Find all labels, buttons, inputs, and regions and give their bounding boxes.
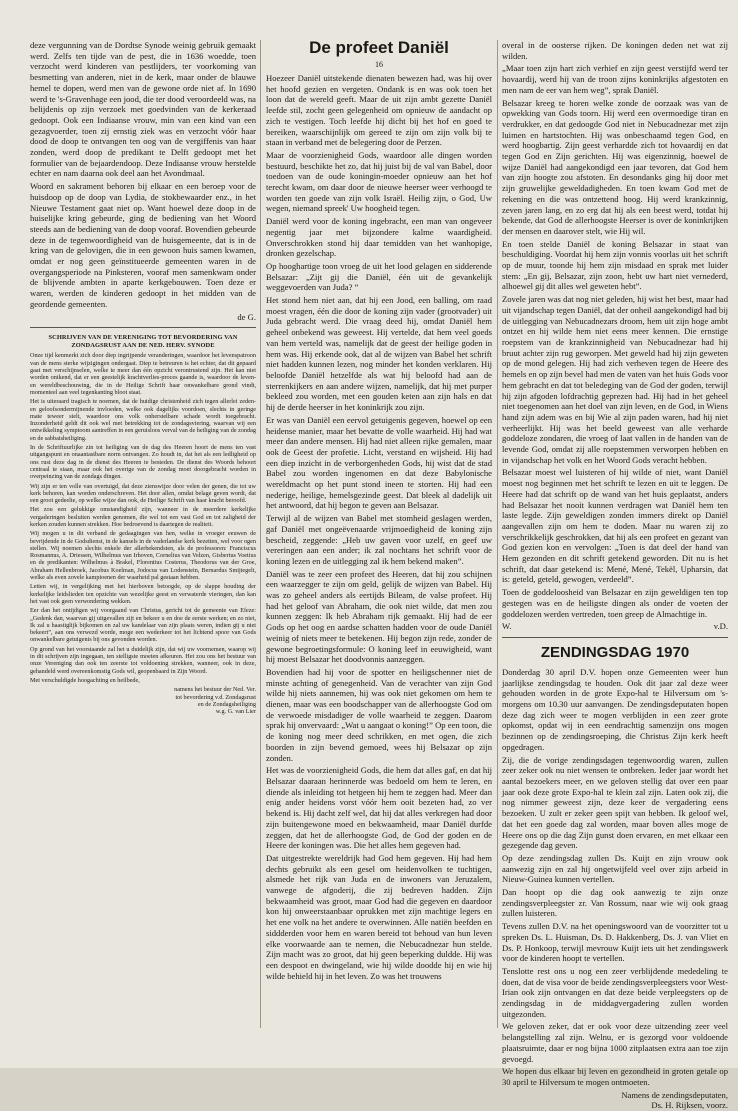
daniel-paragraph: Belsazar moest wel luisteren of hij wilde of niet, want Daniël moest nog beginnen met het schrift te lezen en uit te leggen. De Heere had dat schrift op de wand van het huis geplaatst, anders had Belsazar het nooit kunnen verdragen wat Daniël hem ten laste legde. Zijn geweldigen zonden immers direkt op Daniël aangevallen zijn om hem te doden. Maar nu waren zij zo verschrikkelijk geschrokken, dat hij als een profeet en gezant van God gezien kon en vervolgen: „Toen is dat deel der hand van Hem gezonden en dit schrift getekend geworden. Dit nu is het schrift, dat daar getekend is: Mené, Mené, Tekël, Upharsin, dat is: geteld, geteld, gewogen, verdeeld”.: [502, 467, 728, 585]
letter-paragraph: Het is uiteraard tragisch te noemen, dat de huidige christenheid zich tegen allerlei zeden- en geloofsondermijnende invloeden, welke ook dagelijks voordoen, slechts in geringe mate teweer stelt, waardoor ons volk onherstelbare schade wordt toegebracht. Inzonderheid geldt dit ook wel met betrekking tot de zondagsviering, waarvan wij een ontwikkeling symptoom aantreffen in een geruisloos verval van de heiliging van de zondag en de sabbatsheiliging.: [30, 398, 257, 442]
daniel-paragraph: En toen stelde Daniël de koning Belsazar in staat van beschuldiging. Voordat hij hem zijn vonnis voorlas uit het schrift op de muur, toonde hij hem zijn misdaad en sprak met luider stem: „En gij, Belsazar, zijn zoon, hebt uw hart niet vernederd, alhoewel gij dit alles wel geweten hebt”.: [502, 238, 728, 292]
zendingsdag-headline: ZENDINGSDAG 1970: [540, 643, 690, 661]
signature-line: en de Zondagsheiliging: [197, 700, 256, 708]
zendingsdag-paragraph: We geloven zeker, dat er ook voor deze uitzending zeer veel belangstelling zal zijn. Welnu, er is gezorgd voor voldoende plaatsruimte, daar er nog bijna 1000 zitplaatsen extra aan toe zijn gevoegd.: [502, 1021, 728, 1064]
daniel-paragraph: Toen de goddeloosheid van Belsazar en zijn geweldigen ten top gestegen was en de heiligste dingen als onder de voeten der goddelozen werden vertreden, toen greep de Almachtige in.: [502, 587, 728, 619]
daniel-paragraph: Op hooghartige toon vroeg de uit het lood gelagen en sidderende Belsazar: „Zijt gij die Daniël, één uit de gevankelijk weggevoerden van Juda? ”: [266, 260, 492, 293]
column-rule: [260, 40, 261, 1028]
signature-line: w.g. G. van Lier: [215, 708, 256, 716]
closing-line: Ds. H. Rijksen, voorz.: [651, 1100, 728, 1111]
daniel-paragraph: Terwijl al de wijzen van Babel met stomheid geslagen werden, gaf Daniël met ongeëvenaarde vrijmoedigheid de koning zijn bescheid, zeggende: „Heb uw gaven voor uzelf, en geef uw vereringen aan een ander; ik zal nochtans het schrift voor de koning lezen en de uitlegging zal ik hem bekend maken”.: [266, 513, 492, 566]
signature-line: tot bevordering v.d. Zondagsrust: [175, 693, 256, 701]
letter-paragraph: Onze tijd kenmerkt zich door diep ingrijpende veranderingen, waardoor het levenspatroon van de mens sterke wijzigingen ondergaat. Diep te betreuren is het echter, dat dit gepaard gaat met verschijnselen, welke te meer dan één opzicht verontrustend zijn. Het kan niet worden ontkend, dat er een geestelijk krachtverlies-proces gaande is, waardoor de leven- en wereldbeschouwing, die in de Heilige Schrift haar onwankelbare grond vindt, momenteel aan veel tegenkanting bloot staat.: [30, 352, 256, 396]
daniel-paragraph: Dat uitgestrekte wereldrijk had God hem gegeven. Hij had hem dechts gebruikt als een gesel om heidenvolken te tuchtigen, alsmede het rijk van Juda en de inwoners van Jeruzalem, vanwege de afgoderij, die zij bedreven hadden. Zijn bekwaamheid was groot, maar God had die gegeven en daardoor kon hij onweerstaanbaar oprukken met zijn machtige legers en het ene volk na het andere te overwinnen. Alle natiën beefden en siddderden voor hem en waren bereid tot behoud van hun leven elke voorwaarde aan te nemen, die Nebucadnezar hun stelde. Zijn macht was zo groot, dat hij geen beperking duldde. Hij was een despoot en dwingeland, wie hij wilde doodde hij en wie hij wilde behield hij in het leven. Zo was het trouwens: [266, 852, 492, 981]
column-middle: [266, 40, 492, 1028]
daniel-paragraph: Het stond hem niet aan, dat hij een Jood, een balling, om raad moest vragen, één die door de koning zijn vader (grootvader) uit Juda gebracht werd. Die vraag deed hij, omdat Daniël hem geheel onbekend was geweest. Hij vertelde, dat hem veel goeds van hem verteld was, namelijk dat de geest der heilige goden in hem was. Hij erkende ook, dat al de wijzen van Babel het schrift niet hadden kunnen lezen, nog minder het konden verklaren. Hij beloofde Daniël hetzelfde als wat hij beloofd had aan de sterrenkijkers en aan andere wijzen, namelijk, dat hij met purper bekleed zou worden, met een gouden keten aan zijn hals en dat hij de derde heerser in het koninkrijk zou zijn.: [266, 295, 492, 413]
letter-paragraph: In de Schriftuurlijke zin tot heiliging van de dag des Heeren hoort de mens ten vast uitgangspunt en onaantastbare norm ontvangen. Zo houdt in, dat het als een ledligheid op ons rust deze dag in de dienst des Heeren te besteden. De dienst des Woords behoort centraal te staan, maar ook het overige van de zondag moet doorgebracht worden in overpeinzing van de zondags dingen.: [30, 444, 256, 481]
zendingsdag-paragraph: Dan hoopt op die dag ook aanwezig te zijn onze zendingsverpleegster zr. Van Rossum, naar wie wij ook graag zullen luisteren.: [502, 887, 728, 919]
zendingsdag-paragraph: Op deze zendingsdag zullen Ds. Kuijt en zijn vrouw ook aanwezig zijn en zal hij ongetwijfeld veel over zijn arbeid in Nieuw-Guinea kunnen vertellen.: [502, 852, 728, 885]
doop-article-signature: de G.: [237, 311, 256, 322]
letter-paragraph: Eer dan het ontijdigen wij voorgaand van Christus, gericht tot de gemeente van Efeze: „Gedenk dan, waarvan gij uitgevallen zijt en bekeer u en doe de eerste werken; en zo niet, Ik zal u haastiglijk bijkomen en zal uw kandelaar van zijn plaats weren, indien gij u niet bekeert”, aan ons verwezd worde, moge een wederkeer tot het lichtend spoor van Gods onwankelbare getuigenis bij ons gevonden worden.: [30, 607, 256, 644]
doop-article-text: Woord en sakrament behoren bij elkaar en een beroep voor de huisdoop op de doop van Lydia, de stokbewaarder enz., in het Nieuwe Testament gaat niet op. Want hoewel deze doop in de huiselijke kring gebeurde, ging de bediening van het Woord steeds aan de bediening van de doop vooraf. Bovendien gebeurde deze in de tegenwoordigheid van de huisgemeente, dat is in de kring van de gelovigen, die in een gewoon huis samen kwamen, omdat er nog geen geïnstitueerde gemeenten waren in de overgangsperiode na Pinksteren, vooraf men samenkwam onder de blijvende ambten in aparte kerkgebouwen. Toen deze er waren, werden de kinderen gedoopt in het midden van de geordende gemeenten.: [30, 181, 256, 309]
zendingsdag-paragraph: Tevens zullen D.V. na het openingswoord van de voorzitter tot u spreken Ds. L. Huisman, Ds. D. Hakkenberg, Ds. J. van Vliet en Ds. P. Honkoop, terwijl mevrouw Kuijt iets uit het zendingswerk voor de kinderen hoopt te vertellen.: [502, 921, 728, 964]
daniel-signature: [502, 621, 728, 632]
letter-paragraph: Wij zijn er ten volle van overtuigd, dat deze zienswijze door velen der genen, die tot uw kerk behoren, kan worden onderschreven. Het door allen, omdat belage geven wordt, dat een groot gedeelte, op welke wijze dan ook, de Heilige Schrift van haar kracht beroofd.: [30, 482, 256, 505]
letter-paragraph: Wij mogen u in dit verband de gedaagingen van hen, welke in vroeger eeuwen de bevrijdende in de Godsdienst, in de kansels in de vaderlandse kerk bezetten, wel voor ogen stellen. Wij noemen slechts enkele der allerbekendsten, als de professoren: Franciscus Rosmannus, A. Driessen, Wilhelmus van Irhoven, Cornelius van Velzen, Gisbertus Voetius en de predikanten: Wilhelmus à Brakel, Florentius Costerus, Theodorus van der Groe, Abraham Hellenbroek, Jacobus Koelman, Jodocus van Lodenstein, Bernardus Smijtegelt, welke als even zovele kampioenen der waarheid pal gestaan hebben.: [30, 530, 256, 582]
closing-line: Namens de zendingsdeputaten,: [621, 1089, 728, 1100]
doop-article-text: deze vergunning van de Dordtse Synode weinig gebruik gemaakt werd. Zelfs ten tijde van de pest, die in 1636 woedde, toen verzocht werd kinderen van pestlijders, ter voorkoming van besmetting van anderen, niet in de kerk, maar onder de blauwe hemel te dopen, werd men van de gewone orde niet af. In 1690 werd te 's-Gravenhage een jood, die ter dood veroordeeld was, na belijdenis op zijn verzoek met goedvinden van de kerkeraad gedoopt. Ook een Indiaanse vrouw, min van een kind van een gezagvoerder, toen zij ernstig ziek was en verzocht vóór haar dood de doop te ontvangen ten oog van de vergiffenis van haar zonden, werd doop de predikant te Delft gedoopt met het formulier van de bejaardendoop. Deze Indiaanse vrouw herstelde echter en nam daarna ook deel aan het Avondmaal.: [30, 40, 256, 179]
daniel-paragraph: Zovele jaren was dat nog niet geleden, hij wist het best, maar had uit vijandschap tegen Daniël, dat der onheil aangekondigd had bij de uitlegging van Nebucadnezars droom, hem uit zijn hoge ambt ontzet en hij wilde hem niet eens meer kennen. Die ernstige roepstem van de krankzinnigheid van Nebucadnezar had hij bruut achter zijn rug geworpen. Met geweld had hij zijn geweten op de mond gelegen. Hij had zich verheven tegen de Heere des hemels en op zijn bevel had men de vaten van het huis Gods voor hem gebracht en dat tot beledeging van de God der goden, terwijl hij zijn afgoden lofdrachtig geprezen had. Hij had in het geheel niet toegenomen aan het doel van zijn leven, en de God, in Wiens hand zijn adem was en bij Wie al zijn paden waren, had hij niet verheerlijkt. Hij was het beeld geweest van alle verharde goddeloze zondaren, die vroeg of laat vallen in de handen van de levende God, omdat zij alle roepstemmen verworpen hebben en in vijandschap het volk en het Woord Gods veracht hebben.: [502, 294, 728, 465]
daniel-paragraph: Bovendien had hij voor de spotter en heiligschenner niet de minste achting of genegenheid. Van de verachter van zijn God wilde hij niets aannemen, hij was ook niet gekomen om hem te dienen, maar was een boodschapper van de allerhoogste God om de verwoede misdadiger de volle waarheid te zeggen. Daarom sprak hij onvervaard: „Wat u aangaat o koning!” Op een toon, die de koning nog meer deed schrikken, en met ogen, die zich boorden in zijn bevend gemoed, wees hij Belsazar op zijn zonden.: [266, 666, 492, 763]
zendingsdag-closing: [502, 1090, 728, 1111]
daniel-paragraph: „Maar toen zijn hart zich verhief en zijn geest verstijfd werd ter hovaardij, werd hij van de troon zijns koninkrijks afgestoten en men nam de eer van hem weg”, sprak Daniël.: [502, 63, 728, 95]
daniel-paragraph: Maar de voorzienigheid Gods, waardoor alle dingen worden bestuurd, beschikte het zo, dat hij juist bij de val van Babel, door toedoen van de oude koningin-moeder opnieuw aan het hof terecht kwam, om daar door de nieuwe heerser weer verhoogd te worden ten goede van zijn volk Israël. Heilig zijn, o God, Uw wegen, niemand spreek' Uw hoogheid tegen.: [266, 149, 492, 214]
zendingsdag-paragraph: Donderdag 30 april D.V. hopen onze Gemeenten weer hun jaarlijkse zendingsdag te houden. Ook dit jaar zal deze weer gehouden worden in de grote Expo-hal te Hilversum om 's-morgens om 10.30 uur aanvangen. De zendingsdeputaten hopen deze dag zich weer te mogen verblijden in een zeer grote opkomst, opdat wij in een eendrachtig samenzijn ons mogen bezinnen op de zendingsroeping, die Christus Zijn kerk heeft opgedragen.: [502, 666, 728, 752]
column-rule: [497, 40, 498, 1028]
signature-line: namens het bestuur der Ned. Ver.: [174, 686, 256, 694]
daniel-headline: De profeet Daniël: [309, 38, 449, 57]
column-left: [30, 40, 256, 1028]
signature-initials: v.D.: [713, 621, 728, 632]
zendingsdag-paragraph: Tenslotte rest ons u nog een zeer verblijdende mededeling te doen, dat de visa voor de beide zendingsverpleegsters voor West-Irian ook zijn ontvangen en dat deze beide verpleegsters op de zendingsdag in de middagvergadering zullen worden uitgezonden.: [502, 965, 728, 1019]
daniel-paragraph: Er was van Daniël een eervol getuigenis gegeven, hoewel op een heidense manier, maar het bevatte de volle waarheid. Hij had wat meer dan andere mensen. Hij had niet alleen rijke gemalen, maar ook de Geest der profetie. Licht, verstand en wijsheid. Hij had een diep inzicht in de verborgenheden Gods, hij wist dat de stad Babel zou worden ingenomen en dat deze Babylonische wereldmacht op het punt stond ineen te storten. Hij had een nederige, heilige, hemelsgezinde geest. Dat bleek al dadelijk uit het antwoord, dat hij begon te geven aan Belsazar.: [266, 414, 492, 511]
daniel-paragraph: Het was de voorzienigheid Gods, die hem dat alles gaf, en dat hij Belsazar daaraan herinnerde was bedoeld om hem te leren, en diende als inleiding tot hetgeen hij hem te zeggen had. Meer dan enig ander heidens vorst vóór hem ooit bezeten had, zo ver bekend is. Hij dacht zelf wel, dat hij dat alles verkregen had door zijn buitengewone moed en bekwaamheid, maar Daniël durfde zeggen, dat het de allerhoogste God, de God der goden en de Heere der koningen was. Die het alles hem gegeven had.: [266, 765, 492, 851]
daniel-part-number: 16: [375, 60, 383, 69]
letter-paragraph: Op grond van het voorstaande zal het u duidelijk zijn, dat wij uw voornemen, waarop wij in dit schrijven zijn ingegaan, ten stelligste moeten afkeuren. Het zou ons het bestuur van onze Vereniging dan ook ten zeerste tot voldoening strekken, wanneer, ook in deze, gehandeld werd overeenkomstig Gods wil, geopenbaard in Zijn Woord.: [30, 645, 256, 675]
article-divider: [30, 327, 256, 328]
zendingsdag-paragraph: We hopen dus elkaar bij leven en gezondheid in groten getale op 30 april te Hilversum te mogen ontmoeten.: [502, 1066, 728, 1087]
column-right: [502, 40, 728, 1111]
daniel-paragraph: Daniël werd voor de koning ingebracht, een man van ongeveer negentig jaar met bijzondere kalme waardigheid. Onverschrokken stond hij daar temidden van het wanhopige, dronken gezelschap.: [266, 216, 492, 259]
daniel-paragraph: Daniël was te zeer een profeet des Heeren, dat hij zou schijnen een waarzegger te zijn om geld, gelijk de wijzen van Babel. Hij was zo geheel anders als eertijds Bileam, de valse profeet. Hij had het geloof van Abraham, die ook niet wilde, dat men zou kunnen zeggen: Ik heb Abraham rijk gemaakt. Hij had de eer Gods op het oog en aardse schatten hadden voor de oude Daniël weinig of niets meer te betekenen. Hij begon zijn rede, zonder de gewone begroetingsformule: O koning leef in eeuwigheid, want hij moest Belsazar het doodvonnis aanzeggen.: [266, 568, 492, 665]
daniel-paragraph: overal in de oosterse rijken. De koningen deden net wat zij wilden.: [502, 40, 728, 61]
article-divider: [502, 637, 728, 638]
letter-paragraph: Het zou een gelukkige omstandigheid zijn, wanneer in de meerdere kerkelijke vergaderingen besluiten werden genomen, die wel tot een vast God en tot zaligheid der kerken zouden kunnen strekken. Hoe bedroevend is daartegen de realiteit.: [30, 506, 256, 528]
signature-initial: W.: [502, 621, 512, 632]
daniel-paragraph: Hoezeer Daniël uitstekende dienaten bewezen had, was hij over het hoofd gezien en vergeten. Ondank is en was ook toen het loon dat de wereld geeft. Maar de uit zijn ambt gezette Daniël leefde stil, zocht geen gelegenheid om opnieuw de aandacht op zich te vestigen. Toch leefde hij dicht bij het hof en goed te bereiken, waarschijnlijk om gereed te zijn om zijn volk bij te staan in verband met de belegering door de Perzen.: [266, 73, 492, 148]
zondagsrust-letter-title: SCHRIJVEN VAN DE VERENIGING TOT BEVORDERING VAN ZONDAGSRUST AAN DE NED. HERV. SYNODE: [48, 334, 238, 349]
letter-paragraph: Met verschuldigde hoogachting en heilbede,: [30, 676, 140, 684]
letter-signature: [30, 686, 256, 715]
letter-paragraph: Letten wij, in vergelijking met het hierboven betoogde, op de slappe houding der kerkelijke leidslieden ten opzichte van wezelijke geest en verwaterde vieringen, dan kan het vast ook geen verwondering wekken.: [30, 583, 256, 605]
zendingsdag-paragraph: Zij, die de vorige zendingsdagen tegenwoordig waren, zullen zeer zeker ook nu niet wensen te ontbreken. Ieder jaar wordt het aantal bezoekers meer, en we geloven stellig dat over een paar jaar ook deze grote Expo-hal te klein zal zijn. Laten ook zij, die nog nimmer geweest zijn, deze keer de vergadering eens bezoeken. U zult er zeker geen spijt van hebben. Ik geloof wel, dat het een goede dag zal worden, maar boven alles moge de Heere ons op die dag Zijn gunst doen ervaren, en met elkaar een gezegende dag geven.: [502, 754, 728, 851]
daniel-paragraph: Belsazar kreeg te horen welke zonde de oorzaak was van de opwekking van Gods toorn. Hij werd een overmoedige tiran en verdrukker, en dat gedoogde God niet in Nebucadnezar met zijn luimen en hartstochten. Hij was onbeschaamd tegen God, en werd hoogbartig. Zijn geest verhardde zich tot hovaardij en dat tegen God en Zijn gerichten. Hij was eigenzinnig, hoewel de wijze Daniël had aangekondigd een jaar tevoren, dat God hem van zijn hoogte zou afstoten. En desondanks ging hij door met zijn gruwelijke geweldadigheden. En toen kwam God met de rekening en die was ontzettend hoog. Hij werd krankzinnig, zeven jaren lang, en zo erg dat hij als een beest werd, totdat hij bekende, dat God de allerhoogste Heerser is over de koninkrijken der mensen en daarover stelt, wie Hij wil.: [502, 97, 728, 236]
